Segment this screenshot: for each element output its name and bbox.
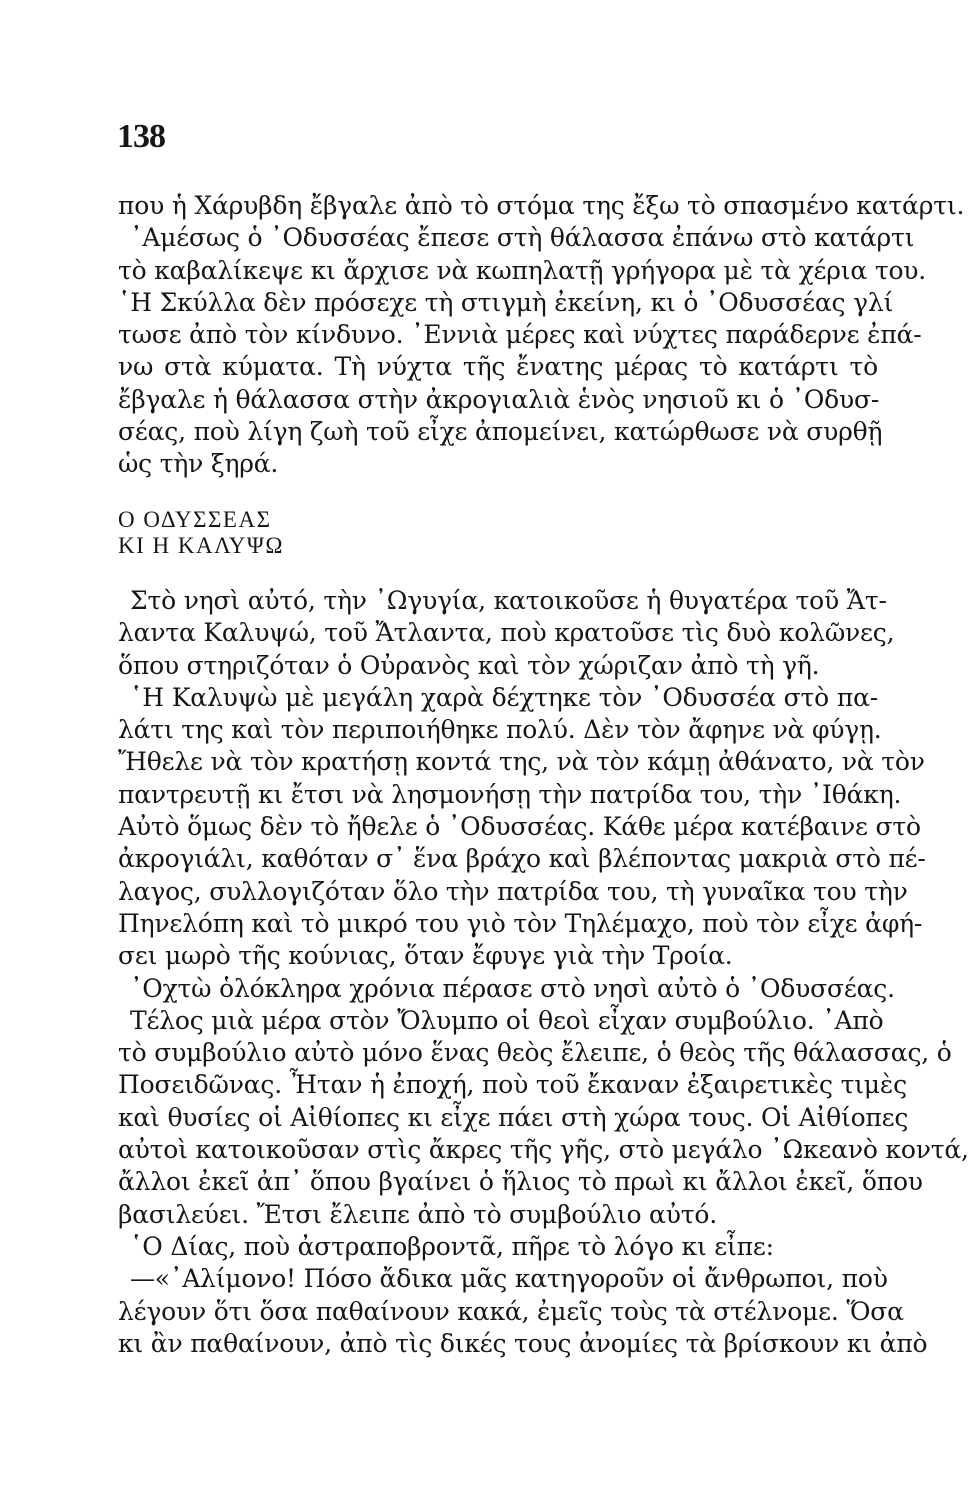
text-line: βασιλεύει. Ἔτσι ἔλειπε ἀπὸ τὸ συμβούλιο αὐτό. <box>118 1199 717 1229</box>
text-line: ᾿Αμέσως ὁ ᾿Οδυσσέας ἔπεσε στὴ θάλασσα ἐπάνω στὸ κατάρτι <box>130 223 915 253</box>
text-line: ἄλλοι ἐκεῖ ἀπ᾿ ὅπου βγαίνει ὁ ἥλιος τὸ πρωὶ κι ἄλλοι ἐκεῖ, ὅπου <box>118 1167 923 1197</box>
text-line: Αὐτὸ ὅμως δὲν τὸ ἤθελε ὁ ᾿Οδυσσέας. Κάθε μέρα κατέβαινε στὸ <box>118 812 921 842</box>
text-line: νω στὰ κύματα. Τὴ νύχτα τῆς ἔνατης μέρας τὸ κατάρτι τὸ <box>118 352 878 382</box>
text-line: τὸ συμβούλιο αὐτὸ μόνο ἕνας θεὸς ἔλειπε, ὁ θεὸς τῆς θάλασσας, ὁ <box>118 1038 952 1068</box>
text-line: κι ἂν παθαίνουν, ἀπὸ τὶς δικές τους ἀνομίες τὰ βρίσκουν κι ἀπὸ <box>118 1328 928 1358</box>
text-line: τωσε ἀπὸ τὸν κίνδυνο. ᾿Εννιὰ μέρες καὶ νύχτες παράδερνε ἐπά- <box>118 320 922 350</box>
text-line: ἀκρογιάλι, καθόταν σ᾿ ἕνα βράχο καὶ βλέποντας μακριὰ στὸ πέ- <box>118 844 926 874</box>
text-line: ἔβγαλε ἡ θάλασσα στὴν ἀκρογιαλιὰ ἑνὸς νησιοῦ κι ὁ ᾿Οδυσ- <box>118 384 880 414</box>
heading-line: ΚΙ Η ΚΑΛΥΨΩ <box>118 533 284 558</box>
text-line: ῾Η Σκύλλα δὲν πρόσεχε τὴ στιγμὴ ἐκείνη, κι ὁ ᾿Οδυσσέας γλί <box>118 287 894 317</box>
text-line: λέγουν ὅτι ὅσα παθαίνουν κακά, ἐμεῖς τοὺς τὰ στέλνομε. Ὅσα <box>118 1296 904 1326</box>
main-text <box>118 585 969 1360</box>
intro-paragraph <box>118 190 965 481</box>
text-line: Στὸ νησὶ αὐτό, τὴν ᾿Ωγυγία, κατοικοῦσε ἡ θυγατέρα τοῦ Ἄτ- <box>130 586 887 615</box>
text-line: Πηνελόπη καὶ τὸ μικρό του γιὸ τὸν Τηλέμαχο, ποὺ τὸν εἶχε ἀφή- <box>118 908 923 938</box>
text-line: ῾Η Καλυψὼ μὲ μεγάλη χαρὰ δέχτηκε τὸν ᾿Οδυσσέα στὸ πα- <box>130 682 878 712</box>
text-line: λαντα Καλυψώ, τοῦ Ἄτλαντα, ποὺ κρατοῦσε τὶς δυὸ κολῶνες, <box>118 618 895 648</box>
text-line: ὡς τὴν ξηρά. <box>118 449 279 479</box>
section-heading <box>118 507 518 559</box>
text-line: καὶ θυσίες οἱ Αἰθίοπες κι εἶχε πάει στὴ χώρα τους. Οἱ Αἰθίοπες <box>118 1102 909 1132</box>
text-line: Τέλος μιὰ μέρα στὸν Ὄλυμπο οἱ θεοὶ εἶχαν συμβούλιο. ᾿Απὸ <box>130 1005 884 1035</box>
text-line: λαγος, συλλογιζόταν ὅλο τὴν πατρίδα του, τὴ γυναῖκα του τὴν <box>118 876 908 906</box>
text-line: Ἤθελε νὰ τὸν κρατήσῃ κοντά της, νὰ τὸν κάμῃ ἀθάνατο, νὰ τὸν <box>118 747 925 777</box>
text-line: τὸ καβαλίκεψε κι ἄρχισε νὰ κωπηλατῇ γρήγορα μὲ τὰ χέρια του. <box>118 255 927 285</box>
text-line: σει μωρὸ τῆς κούνιας, ὅταν ἔφυγε γιὰ τὴν Τροία. <box>118 941 733 971</box>
text-line: ᾿Οχτὼ ὁλόκληρα χρόνια πέρασε στὸ νησὶ αὐτὸ ὁ ᾿Οδυσσέας. <box>130 973 895 1003</box>
text-line: ῾Ο Δίας, ποὺ ἀστραποβροντᾶ, πῆρε τὸ λόγο κι εἶπε: <box>130 1231 774 1261</box>
text-line: σέας, ποὺ λίγη ζωὴ τοῦ εἶχε ἀπομείνει, κατώρθωσε νὰ συρθῇ <box>118 417 883 447</box>
text-line: ὅπου στηριζόταν ὁ Οὐρανὸς καὶ τὸν χώριζαν ἀπὸ τὴ γῆ. <box>118 650 820 680</box>
text-line: λάτι της καὶ τὸν περιποιήθηκε πολύ. Δὲν τὸν ἄφηνε νὰ φύγῃ. <box>118 715 882 745</box>
text-line: αὐτοὶ κατοικοῦσαν στὶς ἄκρες τῆς γῆς, στὸ μεγάλο ᾿Ωκεανὸ κοντά, <box>118 1135 969 1165</box>
text-line: Ποσειδῶνας. Ἦταν ἡ ἐποχή, ποὺ τοῦ ἔκαναν ἐξαιρετικὲς τιμὲς <box>118 1070 907 1100</box>
heading-line: Ο ΟΔΥΣΣΕΑΣ <box>118 507 272 532</box>
page-number: 138 <box>117 118 165 155</box>
text-line: που ἡ Χάρυβδη ἔβγαλε ἀπὸ τὸ στόμα της ἔξω τὸ σπασμένο κατάρτι. <box>118 191 965 220</box>
text-line: παντρευτῇ κι ἔτσι νὰ λησμονήσῃ τὴν πατρίδα του, τὴν ᾿Ιθάκη. <box>118 779 902 809</box>
text-line: —«᾿Αλίμονο! Πόσο ἄδικα μᾶς κατηγοροῦν οἱ ἄνθρωποι, ποὺ <box>130 1264 888 1294</box>
